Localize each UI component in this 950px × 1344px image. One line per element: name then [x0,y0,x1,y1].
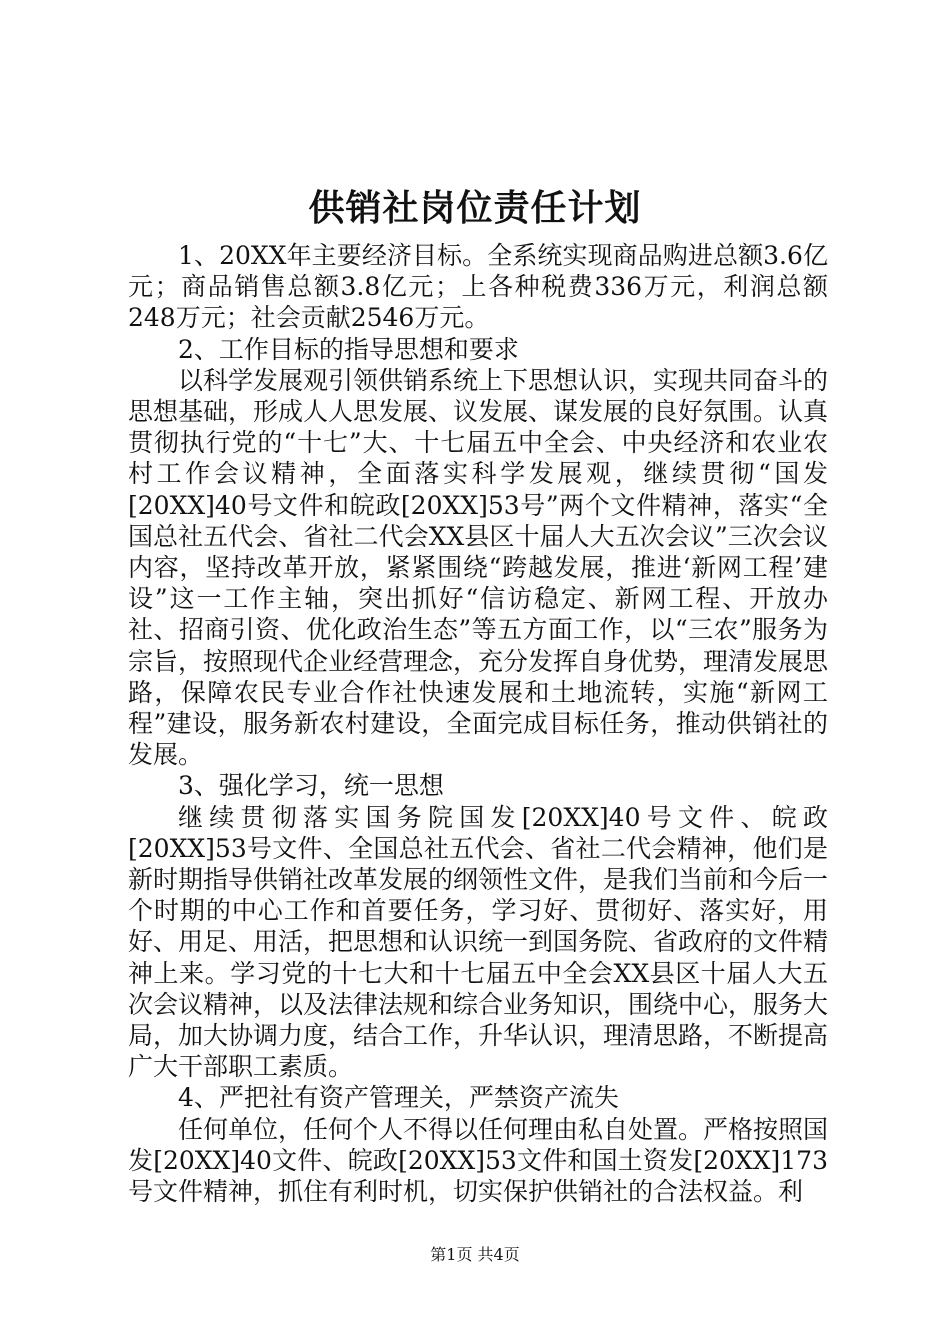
paragraph-guiding-ideas: 以科学发展观引领供销系统上下思想认识，实现共同奋斗的思想基础，形成人人思发展、议发展、谋发展的良好氛围。认真贯彻执行党的“十七”大、十七届五中全会、中央经济和农业农村工作会议精神，全面落实科学发展观，继续贯彻“国发[20XX]40号文件和皖政[20XX]53号”两个文件精神，落实“全国总社五代会、省社二代会XX县区十届人大五次会议”三次会议内容，坚持改革开放，紧紧围绕“跨越发展，推进‘新网工程’建设”这一工作主轴，突出抓好“信访稳定、新网工程、开放办社、招商引资、优化政治生态”等五方面工作，以“三农”服务为宗旨，按照现代企业经营理念，充分发挥自身优势，理清发展思路，保障农民专业合作社快速发展和土地流转，实施“新网工程”建设，服务新农村建设，全面完成目标任务，推动供销社的发展。 [128,365,829,770]
page-number-footer: 第1页 共4页 [430,1245,520,1264]
document-title: 供销社岗位责任计划 [308,187,642,229]
heading-asset-management: 4、严把社有资产管理关，严禁资产流失 [178,1083,619,1113]
document-body [128,240,828,1207]
paragraph-economic-targets: 1、20XX年主要经济目标。全系统实现商品购进总额3.6亿元；商品销售总额3.8亿元；上各种税费336万元，利润总额248万元；社会贡献2546万元。 [128,241,828,333]
paragraph-strengthen-study: 继续贯彻落实国务院国发[20XX]40号文件、皖政[20XX]53号文件、全国总社五代会、省社二代会精神，他们是新时期指导供销社改革发展的纲领性文件，是我们当前和今后一个时期的中心工作和首要任务，学习好、贯彻好、落实好，用好、用足、用活，把思想和认识统一到国务院、省政府的文件精神上来。学习党的十七大和十七届五中全会XX县区十届人大五次会议精神，以及法律法规和综合业务知识，围绕中心，服务大局，加大协调力度，结合工作，升华认识，理清思路，不断提高广大干部职工素质。 [128,802,829,1082]
heading-strengthen-study: 3、强化学习，统一思想 [178,771,444,801]
heading-guiding-ideas: 2、工作目标的指导思想和要求 [178,334,519,364]
paragraph-asset-management: 任何单位，任何个人不得以任何理由私自处置。严格按照国发[20XX]40文件、皖政[20XX]53文件和国土资发[20XX]173号文件精神，抓住有利时机，切实保护供销社的合法权益。利 [128,1114,829,1207]
